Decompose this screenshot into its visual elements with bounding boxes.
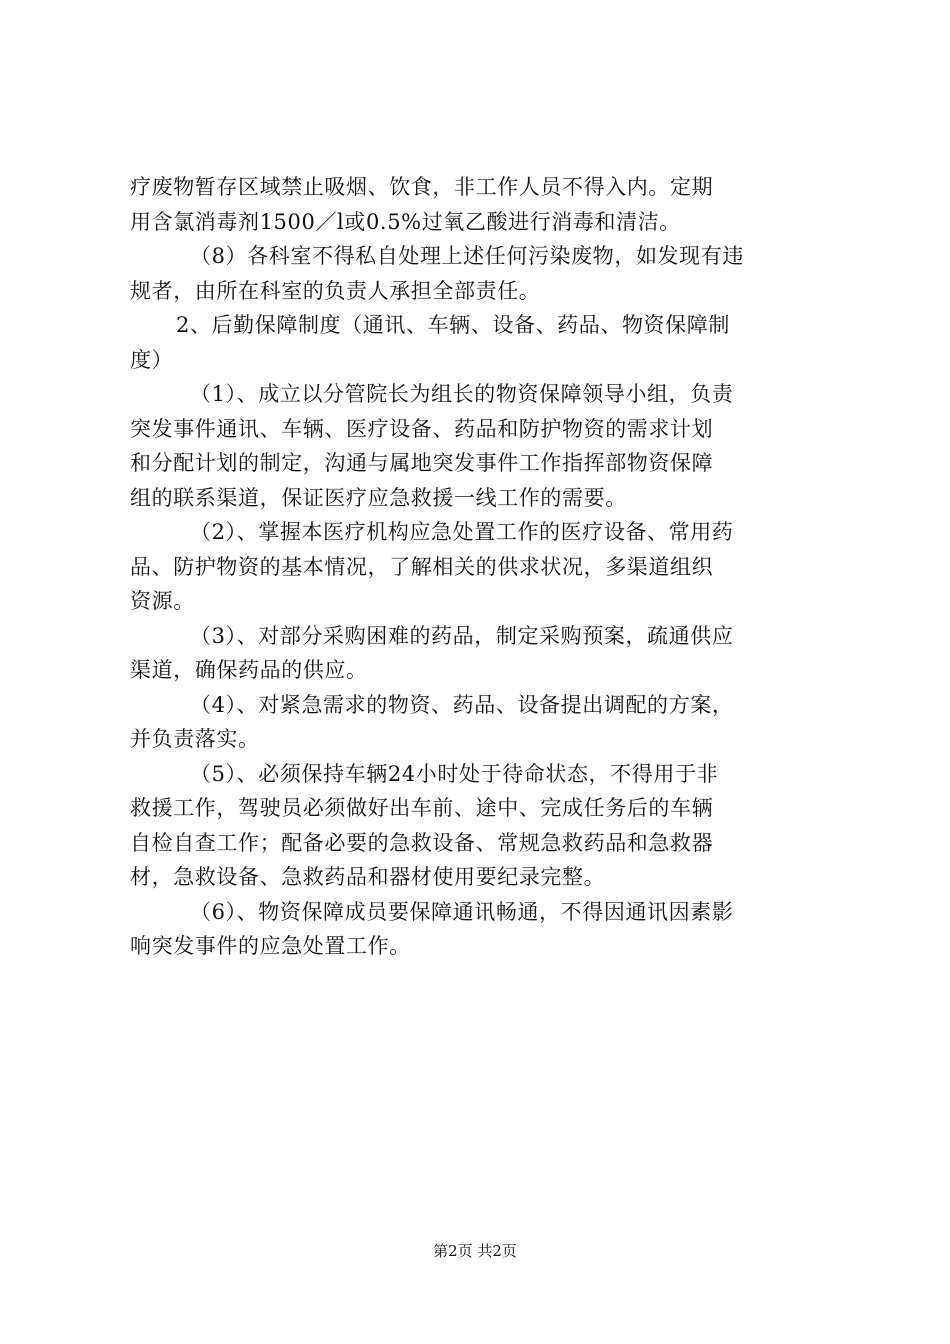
- text-line: （2）、掌握本医疗机构应急处置工作的医疗设备、常用药: [190, 520, 734, 544]
- text-line: 组的联系渠道，保证医疗应急救援一线工作的需要。: [130, 485, 627, 510]
- text-line: 品、防护物资的基本情况，了解相关的供求状况，多渠道组织: [130, 554, 714, 579]
- text-line: 用含氯消毒剂1500／l或0.5%过氧乙酸进行消毒和清洁。: [130, 209, 681, 234]
- text-line: （1）、成立以分管院长为组长的物资保障领导小组，负责: [190, 382, 734, 406]
- text-line: （5）、必须保持车辆24小时处于待命状态，不得用于非: [190, 761, 719, 786]
- text-line: 材，急救设备、急救药品和器材使用要纪录完整。: [130, 865, 606, 889]
- text-line: 救援工作，驾驶员必须做好出车前、途中、完成任务后的车辆: [130, 796, 714, 820]
- text-line: （4）、对紧急需求的物资、药品、设备提出调配的方案，: [190, 692, 734, 717]
- section-heading: 2、后勤保障制度（通讯、车辆、设备、药品、物资保障制: [176, 313, 730, 337]
- text-line: 规者，由所在科室的负责人承担全部责任。: [130, 278, 541, 303]
- text-line: 和分配计划的制定，沟通与属地突发事件工作指挥部物资保障: [130, 451, 714, 475]
- text-line: （8）各科室不得私自处理上述任何污染废物，如发现有违: [190, 244, 744, 268]
- text-line: 渠道，确保药品的供应。: [130, 658, 368, 682]
- text-line: （3）、对部分采购困难的药品，制定采购预案，疏通供应: [190, 623, 734, 648]
- text-line: （6）、物资保障成员要保障通讯畅通，不得因通讯因素影: [190, 899, 734, 924]
- text-line: 度）: [130, 347, 174, 372]
- text-line: 资源。: [130, 589, 195, 613]
- text-line: 自检自查工作；配备必要的急救设备、常规急救药品和急救器: [130, 830, 714, 855]
- text-line: 疗废物暂存区域禁止吸烟、饮食，非工作人员不得入内。定期: [130, 175, 714, 199]
- text-line: 响突发事件的应急处置工作。: [130, 934, 411, 958]
- page-footer: 第2页 共2页: [433, 1242, 517, 1260]
- text-line: 突发事件通讯、车辆、医疗设备、药品和防护物资的需求计划: [130, 416, 714, 441]
- text-line: 并负责落实。: [130, 727, 260, 751]
- document-body: [130, 170, 830, 964]
